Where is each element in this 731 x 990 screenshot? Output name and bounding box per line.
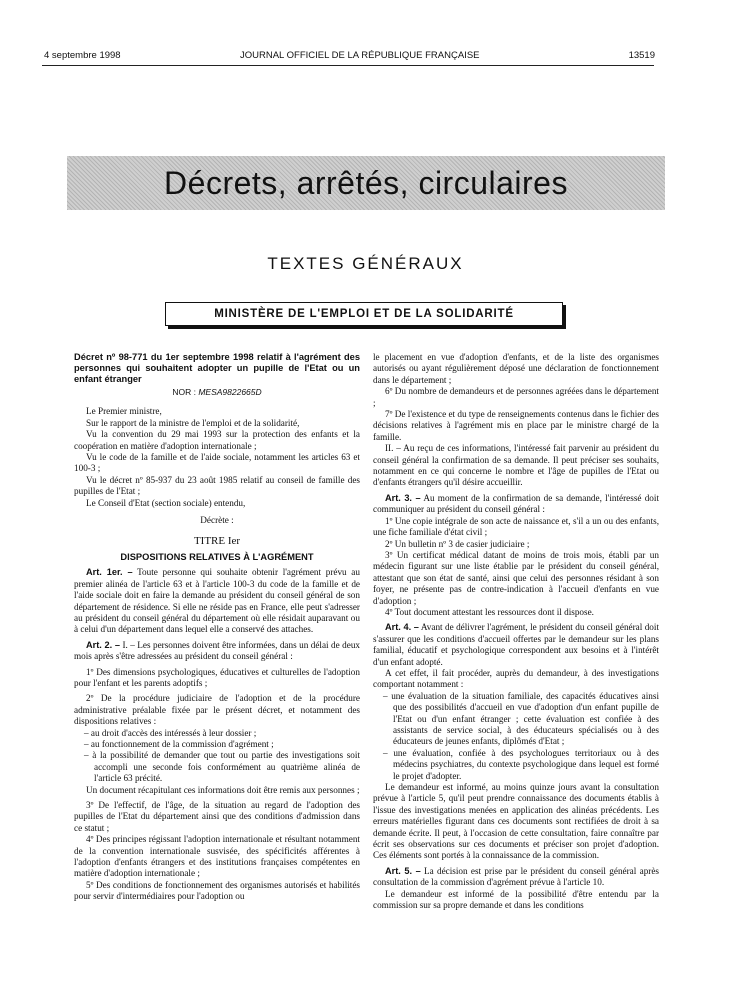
ministry-box	[165, 302, 563, 326]
article-5-label: Art. 5. –	[385, 865, 421, 876]
banner-title: Décrets, arrêtés, circulaires	[164, 164, 568, 201]
continued-text: le placement en vue d'adoption d'enfants, et de la liste des organismes autorisés ou ayant régulièrement déposé une déclaration de fonctionnement dans le département ;	[373, 352, 659, 385]
article-2-item: 5º Des conditions de fonctionnement des organismes autorisés et habilités pour servir d'intermédiaires pour l'adoption ou	[74, 879, 360, 902]
article-2-recap: Un document récapitulant ces informations doit être remis aux personnes ;	[86, 784, 360, 795]
header-rule	[42, 65, 654, 66]
nor-reference	[74, 387, 360, 398]
section-title: TEXTES GÉNÉRAUX	[267, 254, 464, 273]
header-page-number: 13519	[628, 50, 655, 61]
article-5	[373, 866, 659, 889]
preamble-line: Le Premier ministre,	[86, 406, 162, 417]
article-2-item: 1º Des dimensions psychologiques, éducatives et culturelles de l'adoption pour l'enfant et les parents adoptifs ;	[74, 666, 360, 688]
preamble-line: Le Conseil d'Etat (section sociale) entendu,	[86, 497, 246, 508]
preamble-line: Vu le décret nº 85-937 du 23 août 1985 relatif au conseil de famille des pupilles de l'Etat ;	[74, 474, 360, 497]
right-column	[373, 352, 659, 912]
titre-heading: TITRE Ier	[193, 535, 241, 548]
nor-code: MESA9822665D	[198, 387, 262, 397]
article-4-dash: – une évaluation de la situation familiale, des capacités éducatives ainsi que des possibilités d'accueil en vue d'adoption d'un enfant pupille de l'Etat ou d'un enfant étranger ; cette évaluation est confiée à des assistants de service social, à des éducateurs spécialisés ou à des éducateurs de jeunes enfants, diplômés d'Etat ;	[383, 690, 659, 747]
ministry-name: MINISTÈRE DE L'EMPLOI ET DE LA SOLIDARITÉ	[214, 308, 514, 320]
article-3-item: 2º Un bulletin nº 3 de casier judiciaire ;	[385, 538, 530, 549]
article-2-dash: – au fonctionnement de la commission d'agrément ;	[84, 738, 274, 749]
article-4-text: Avant de délivrer l'agrément, le président du conseil général doit s'assurer que les conditions d'accueil offertes par le demandeur sur les plans familial, éducatif et psychologique correspondent aux besoins et à l'intérêt d'un enfant adopté.	[373, 622, 660, 667]
article-3	[373, 493, 659, 516]
article-4	[373, 622, 659, 668]
article-2-section-ii: II. – Au reçu de ces informations, l'intéressé fait parvenir au président du conseil général la confirmation de sa demande. Il peut préciser ses souhaits, notamment en ce qui concerne le nombre et l'âge de pupilles de l'Etat ou d'enfants étrangers qu'il désire accueillir.	[373, 443, 659, 488]
article-2-item: 6º Du nombre de demandeurs et de personnes agréées dans le département ;	[373, 386, 659, 408]
article-4-label: Art. 4. –	[385, 622, 419, 633]
article-2	[74, 640, 360, 663]
article-2-item: 4º Des principes régissant l'adoption internationale et résultant notamment de la convention internationale susvisée, des spécificités afférentes à l'adoption d'enfants étrangers et des institutions françaises compétentes en matière d'adoption internationale ;	[74, 834, 360, 879]
article-4-dash: – une évaluation, confiée à des psychologues territoriaux ou à des médecins psychiatres, du contexte psychologique dans lequel est formé le projet d'adopter.	[383, 747, 659, 781]
category-banner	[67, 156, 665, 210]
article-3-item: 3º Un certificat médical datant de moins de trois mois, établi par un médecin figurant sur une liste établie par le président du conseil général, attestant que son état de santé, ainsi que celui des personnes résidant à son foyer, ne présente pas de contre-indication à l'accueil d'enfants en vue d'adoption ;	[373, 549, 659, 606]
header-date: 4 septembre 1998	[44, 50, 121, 61]
article-2-item: 7º De l'existence et du type de renseignements contenus dans le fichier des décisions relatives à l'agrément mis en place par le ministre chargé de la famille.	[373, 409, 659, 442]
article-2-item: 2º De la procédure judiciaire de l'adoption et de la procédure administrative préalable fixée par le présent décret, et notamment des dispositions relatives :	[74, 693, 360, 727]
page-header	[0, 50, 731, 64]
article-5-text: La décision est prise par le président du conseil général après consultation de la commission d'agrément prévue à l'article 10.	[373, 865, 659, 888]
decree-title: Décret nº 98-771 du 1er septembre 1998 relatif à l'agrément des personnes qui souhaitent adopter un pupille de l'Etat ou un enfant étranger	[74, 352, 360, 384]
article-2-text: I. – Les personnes doivent être informées, dans un délai de deux mois après s'être adressées au président du conseil général :	[74, 639, 361, 662]
article-2-dash: – au droit d'accès des intéressés à leur dossier ;	[84, 727, 257, 738]
preamble-line: Vu le code de la famille et de l'aide sociale, notamment les articles 63 et 100-3 ;	[74, 452, 360, 474]
article-2-dash: – à la possibilité de demander que tout ou partie des investigations soit accompli une seconde fois conformément au quatrième alinéa de l'article 63 précité.	[84, 750, 360, 784]
article-3-label: Art. 3. –	[385, 492, 421, 503]
article-2-item: 3º De l'effectif, de l'âge, de la situation au regard de l'adoption des pupilles de l'Etat du département ainsi que des conditions d'admission dans ce statut ;	[74, 800, 360, 833]
preamble-line: Sur le rapport de la ministre de l'emploi et de la solidarité,	[86, 417, 300, 428]
article-4-applicant: Le demandeur est informé, au moins quinze jours avant la consultation prévue à l'article 5, qu'il peut prendre connaissance des documents établis à l'issue des investigations menées en application des alinéas précédents. Les erreurs matérielles figurant dans ces documents sont rectifiées de droit à sa demande écrite. Il peut, à l'occasion de cette consultation, faire connaître par écrit ses observations sur ces documents et préciser son projet d'adoption. Ces éléments sont portés à la connaissance de la commission.	[373, 782, 659, 861]
left-column	[74, 352, 360, 903]
article-3-item: 1º Une copie intégrale de son acte de naissance et, s'il a un ou des enfants, une fiche familiale d'état civil ;	[373, 515, 659, 538]
titre-subheading: DISPOSITIONS RELATIVES À L'AGRÉMENT	[120, 551, 314, 562]
article-5-last: Le demandeur est informé de la possibilité d'être entendu par la commission sur sa propre demande et dans les conditions	[373, 888, 659, 911]
article-3-text: Au moment de la confirmation de sa demande, l'intéressé doit communiquer au président du conseil général :	[373, 492, 660, 515]
article-1-label: Art. 1er. –	[86, 567, 133, 578]
article-1-text: Toute personne qui souhaite obtenir l'agrément prévu au premier alinéa de l'article 63 et à l'article 100-3 du code de la famille et de l'aide sociale doit en faire la demande au président du conseil général de son département de résidence. Si elle ne réside pas en France, elle peut s'adresser au président du conseil général du département où elle résidait auparavant ou à celui d'un département dans lequel elle a conservé des attaches.	[74, 567, 360, 635]
article-3-item: 4º Tout document attestant les ressources dont il dispose.	[385, 606, 594, 617]
preamble-line: Vu la convention du 29 mai 1993 sur la protection des enfants et la coopération en matière d'adoption internationale ;	[74, 429, 360, 451]
header-journal-title: JOURNAL OFFICIEL DE LA RÉPUBLIQUE FRANÇAISE	[240, 50, 480, 61]
decrete-label: Décrète :	[200, 515, 234, 526]
nor-label: NOR :	[172, 387, 199, 397]
article-1	[74, 567, 360, 635]
article-4-effect: A cet effet, il fait procéder, auprès du demandeur, à des investigations comportant notamment :	[373, 667, 659, 690]
article-2-label: Art. 2. –	[86, 639, 120, 650]
